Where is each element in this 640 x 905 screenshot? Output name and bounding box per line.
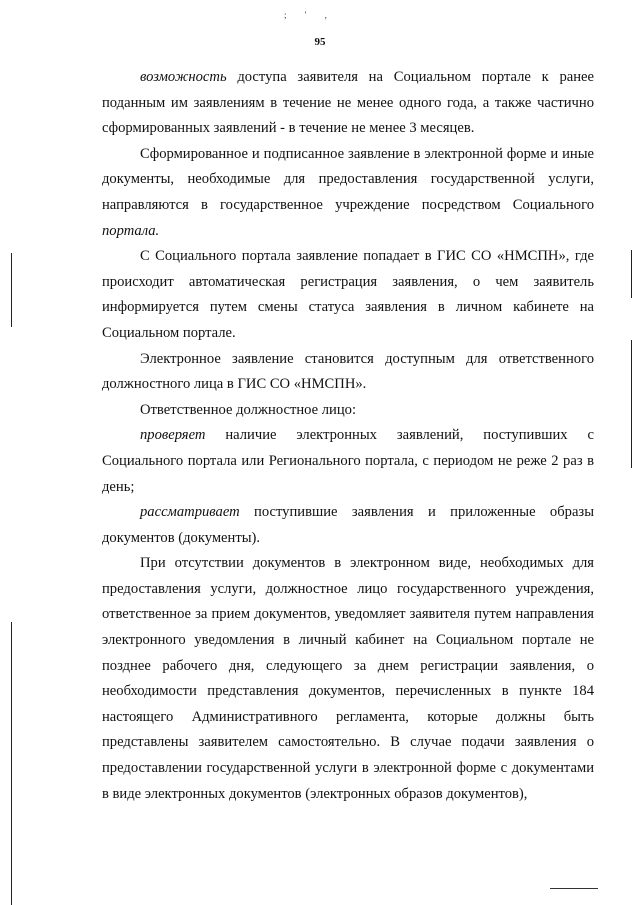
paragraph-checks: проверяет наличие электронных заявлений, поступивших с Социального портала или Регионального портала, с периодом не реже 2 раз в день; bbox=[102, 427, 594, 495]
paragraph-responsible: Ответственное должностное лицо: bbox=[140, 401, 356, 418]
emphasis-term: возможность bbox=[140, 69, 227, 85]
page-number: 95 bbox=[314, 36, 326, 48]
paragraph-access: возможность доступа заявителя на Социальном портале к ранее поданным им заявлениям в течение не менее одного года, а также частично сформированных заявлений - в течение не менее 3 месяцев. bbox=[102, 69, 594, 137]
scan-edge-right-2 bbox=[631, 340, 632, 468]
scan-edge-left-bottom bbox=[11, 622, 12, 905]
paragraph-registration: С Социального портала заявление попадает в ГИС СО «НМСПН», где происходит автоматическая регистрация заявления, о чем заявитель информируется путем смены статуса заявления в личном кабинете на Социальном портале. bbox=[102, 248, 594, 341]
scan-edge-left-top bbox=[11, 253, 12, 327]
paragraph-submission: Сформированное и подписанное заявление в электронной форме и иные документы, необходимые для предоставления государственной услуги, направляются в государственное учреждение посредством Социального портала. bbox=[102, 145, 594, 239]
document-body bbox=[102, 65, 594, 807]
emphasis-term: рассматривает bbox=[140, 504, 240, 521]
emphasis-term: проверяет bbox=[140, 427, 206, 444]
scan-edge-right-1 bbox=[631, 250, 632, 298]
paragraph-availability: Электронное заявление становится доступным для ответственного должностного лица в ГИС СО «НМСПН». bbox=[102, 350, 594, 393]
scan-marks: ; ' , bbox=[284, 10, 335, 20]
bottom-rule bbox=[550, 888, 598, 889]
paragraph-reviews: рассматривает поступившие заявления и приложенные образы документов (документы). bbox=[102, 504, 594, 546]
paragraph-missing-documents: При отсутствии документов в электронном виде, необходимых для предоставления услуги, должностное лицо государственного учреждения, ответственное за прием документов, уведомляет заявителя путем направления электронного уведомления в личный кабинет на Социальном портале не позднее рабочего дня, следующего за днем регистрации заявления, о необходимости представления документов, перечисленных в пункте 184 настоящего Административного регламента, которые должны быть представлены заявителем самостоятельно. В случае подачи заявления о предоставлении государственной услуги в электронной форме с документами в виде электронных документов (электронных образов документов), bbox=[102, 555, 594, 802]
